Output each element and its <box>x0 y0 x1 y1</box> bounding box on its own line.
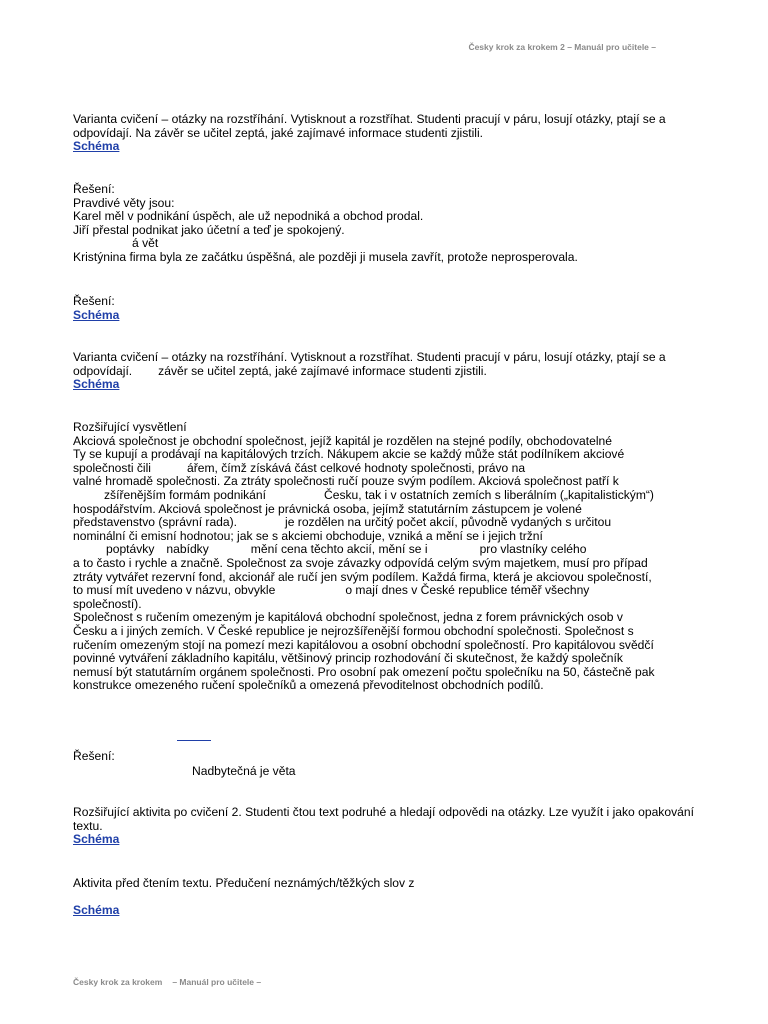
solution-block <box>73 295 695 322</box>
text-line: ručením omezeným stojí na pomezí mezi kapitálovou a osobní obchodní společností. Pro kapitálovou svědčí <box>73 637 654 652</box>
solution-line: Kristýnina firma byla ze začátku úspěšná, ale později ji musela zavřít, protože neprosperovala. <box>73 249 578 264</box>
solution-block <box>73 183 695 265</box>
text-line: Akciová společnost je obchodní společnost, jejíž kapitál je rozdělen na stejné podíly, obchodovatelné <box>73 433 612 448</box>
text-line: Česku a i jiných zemích. V České republice je nejrozšířenější formou obchodní společnosti. Společnost s <box>73 623 634 638</box>
activity-text: Rozšiřující aktivita po cvičení 2. Studenti čtou text podruhé a hledají odpovědi na otázky. Lze využít i jako opakování textu. <box>73 805 694 833</box>
text-line: Společnost s ručením omezeným je kapitálová obchodní společnost, jedna z forem právnických osob v <box>73 610 623 625</box>
extension-activity-block <box>73 806 695 847</box>
text-line: společnosti čili ářem, čímž získává část celkové hodnoty společnosti, právo na <box>73 460 526 475</box>
solution-heading: Řešení: <box>73 294 115 308</box>
solution-line: Nadbytečná je věta <box>192 763 296 778</box>
schema-link[interactable]: Schéma <box>73 832 120 847</box>
solution-line: á vět <box>132 236 159 251</box>
text-line: zšířenějším formám podnikání Česku, tak i v ostatních zemích s liberálním („kapitalistickým“) <box>104 487 654 502</box>
solution-line: Pravdivé věty jsou: <box>73 195 175 210</box>
text-line: hospodářstvím. Akciová společnost je právnická osoba, jejímž statutárním zástupcem je volené <box>73 501 582 516</box>
variant-text: Varianta cvičení – otázky na rozstříhání. Vytisknout a rozstříhat. Studenti pracují v páru, losují otázky, ptají se a odpovídají. Na závěr se učitel zeptá, jaké zajímavé informace studenti zjistili. <box>73 112 666 140</box>
text-line: ztráty vytvářet rezervní fond, akcionář ale ručí jen svým podílem. Každá firma, která je akciovou společností, <box>73 569 652 584</box>
pre-reading-activity-block <box>73 877 695 917</box>
exercise-variant-block <box>73 113 695 154</box>
text-line: valné hromadě společnosti. Za ztráty společnosti ručí pouze svým podílem. Akciová společnost patří k <box>73 474 619 489</box>
solution-line: Jiří přestal podnikat jako účetní a teď je spokojený. <box>73 222 345 237</box>
text-line: povinné vytváření základního kapitálu, většinový princip rozhodování či skutečnost, že každý společník <box>73 651 623 666</box>
text-line: Ty se kupují a prodávají na kapitálových trzích. Nákupem akcie se každý může stát podílníkem akciové <box>73 447 625 462</box>
text-line: a to často i rychle a značně. Společnost za svoje závazky odpovídá celým svým majetkem, musí pro případ <box>73 555 648 570</box>
text-line: představenstvo (správní rada). je rozdělen na určitý počet akcií, původně vydaných s určitou <box>73 515 612 530</box>
extended-explanation <box>73 421 713 693</box>
link-underline[interactable] <box>177 740 211 741</box>
text-line: poptávky nabídky mění cena těchto akcií, mění se i pro vlastníky celého <box>106 542 587 557</box>
section-heading: Rozšiřující vysvětlení <box>73 420 187 434</box>
solution-heading: Řešení: <box>73 182 115 196</box>
page-footer: Česky krok za krokem – Manuál pro učitele – <box>73 977 262 987</box>
schema-link[interactable]: Schéma <box>73 377 120 392</box>
text-line: to musí mít uvedeno v názvu, obvykle o mají dnes v České republice téměř všechny <box>73 583 590 598</box>
text-line: nemusí být statutárním orgánem společnosti. Pro osobní pak omezení počtu společníku na 50, částečně pak <box>73 664 655 679</box>
solution-block <box>73 750 695 778</box>
exercise-variant-block <box>73 351 695 392</box>
text-line: společností). <box>73 596 142 611</box>
activity-text: Aktivita před čtením textu. Předučení neznámých/těžkých slov z <box>73 876 415 890</box>
page-header: Česky krok za krokem 2 – Manuál pro učitele – <box>468 42 656 52</box>
solution-heading: Řešení: <box>73 749 115 763</box>
text-line: konstrukce omezeného ručení společníků a omezená převoditelnost obchodních podílů. <box>73 678 544 693</box>
variant-text: Varianta cvičení – otázky na rozstříhání. Vytisknout a rozstříhat. Studenti pracují v páru, losují otázky, ptají se a odpovídají. závěr se učitel zeptá, jaké zajímavé informace studenti zjistili. <box>73 350 666 378</box>
schema-link[interactable]: Schéma <box>73 902 120 917</box>
schema-link[interactable]: Schéma <box>73 139 120 154</box>
schema-link[interactable]: Schéma <box>73 307 120 322</box>
solution-line: Karel měl v podnikání úspěch, ale už nepodniká a obchod prodal. <box>73 209 424 224</box>
text-line: nominální či emisní hodnotou; jak se s akciemi obchoduje, vzniká a mění se i jejich tržní <box>73 528 543 543</box>
